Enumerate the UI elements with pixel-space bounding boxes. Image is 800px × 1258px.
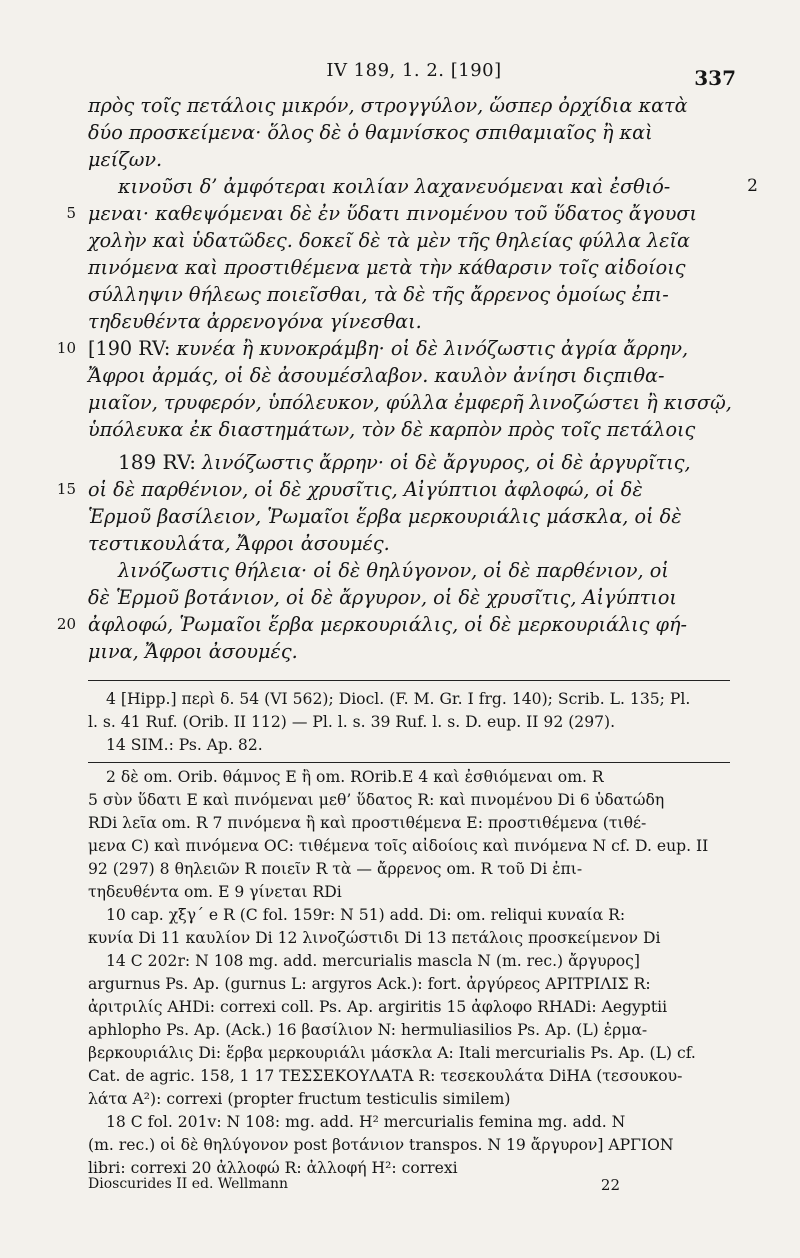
- apparatus-line: βερκουριάλις Di: ἕρβα μερκουριάλι μάσκλα A: Itali mercurialis Ps. Ap. (L) cf.: [88, 1044, 696, 1062]
- apparatus-line: τηδευθέντα om. E 9 γίνεται RDi: [88, 883, 342, 901]
- section-number: 2: [747, 176, 758, 196]
- apparatus-line: libri: correxi 20 ἀλλοφώ R: ἀλλοφή H²: correxi: [88, 1159, 458, 1177]
- apparatus-line: 5 σὺν ὕδατι E καὶ πινόμεναι μεθ’ ὕδατος R: καὶ πινομένου Di 6 ὑδατώδη: [88, 791, 665, 809]
- text-line: [88, 281, 728, 308]
- text-line: [88, 416, 728, 443]
- apparatus-line: Cat. de agric. 158, 1 17 ΤΕΣΣΕΚΟΥΛΑΤΑ R: τεσεκουλάτα DiHA (τεσουκου-: [88, 1067, 683, 1085]
- apparatus-line: λάτα A²): correxi (propter fructum testiculis similem): [88, 1090, 511, 1108]
- line-text: πρὸς τοῖς πετάλοις μικρόν, στρογγύλον, ὥσπερ ὀρχίδια κατὰ: [88, 94, 688, 117]
- line-text: τεστικουλάτα, Ἄφροι ἀσουμές.: [88, 532, 390, 555]
- line-text: δὲ Ἑρμοῦ βοτάνιον, οἱ δὲ ἄργυρον, οἱ δὲ χρυσῖτις, Αἰγύπτιοι: [88, 586, 677, 609]
- line-text: μεναι· καθεψόμεναι δὲ ἐν ὕδατι πινομένου τοῦ ὕδατος ἄγουσι: [88, 202, 697, 225]
- rule-main-sources: [88, 680, 730, 681]
- apparatus-line: aphlopho Ps. Ap. (Ack.) 16 βασίλιον N: hermuliasilios Ps. Ap. (L) ἑρμα-: [88, 1021, 648, 1039]
- line-text: Ἑρμοῦ βασίλειον, Ῥωμαῖοι ἕρβα μερκουριάλις μάσκλα, οἱ δὲ: [88, 505, 682, 528]
- source-notes: [88, 688, 730, 757]
- apparatus-line: (m. rec.) οἱ δὲ θηλύγονον post βοτάνιον transpos. N 19 ἄργυρον] ΑΡΓΙΟΝ: [88, 1136, 674, 1154]
- line-text: μιαῖον, τρυφερόν, ὑπόλευκον, φύλλα ἐμφερῆ λινοζώστει ἢ κισσῷ,: [88, 391, 732, 414]
- line-text: λινόζωστις ἄρρην· οἱ δὲ ἄργυρος, οἱ δὲ ἀργυρῖτις,: [196, 451, 691, 474]
- text-line: [88, 362, 728, 389]
- text-line: [88, 638, 728, 665]
- text-line: [56, 335, 728, 362]
- line-number: 20: [56, 615, 76, 633]
- page-number: 337: [694, 66, 736, 90]
- apparatus-line: argurnus Ps. Ap. (gurnus L: argyros Ack.): fort. ἀργύρεος ΑΡΙΤΡΙΛΙΣ R:: [88, 975, 651, 993]
- text-line: [88, 389, 732, 416]
- line-text: χολὴν καὶ ὑδατῶδες. δοκεῖ δὲ τὰ μὲν τῆς θηλείας φύλλα λεῖα: [88, 229, 690, 252]
- line-text: σύλληψιν θήλεως ποιεῖσθαι, τὰ δὲ τῆς ἄρρενος ὁμοίως ἐπι-: [88, 283, 669, 306]
- main-text: [56, 92, 758, 665]
- apparatus-line: κυνία Di 11 καυλίον Di 12 λινοζώστιδι Di 13 πετάλοις προσκείμενον Di: [88, 929, 661, 947]
- line-number: 10: [56, 339, 76, 357]
- text-line: [88, 227, 728, 254]
- imprint: Dioscurides II ed. Wellmann: [88, 1176, 289, 1192]
- line-text: δύο προσκείμενα· ὅλος δὲ ὁ θαμνίσκος σπιθαμιαῖος ἢ καὶ: [88, 121, 653, 144]
- line-text: λινόζωστις θήλεια· οἱ δὲ θηλύγονον, οἱ δὲ παρθένιον, οἱ: [118, 559, 669, 582]
- line-text: τηδευθέντα ἀρρενογόνα γίνεσθαι.: [88, 310, 422, 333]
- source-note-line: 4 [Hipp.] περὶ δ. 54 (VI 562); Diocl. (F. M. Gr. I frg. 140); Scrib. L. 135; Pl.: [106, 690, 691, 708]
- text-line: [88, 557, 728, 584]
- line-number: 15: [56, 480, 76, 498]
- text-line: [88, 119, 728, 146]
- source-note-line: 14 SIM.: Ps. Ap. 82.: [106, 736, 263, 754]
- apparatus-line: 10 cap. χξγ´ e R (C fol. 159r: N 51) add. Di: om. reliqui κυναία R:: [106, 906, 626, 924]
- apparatus-line: 14 C 202r: N 108 mg. add. mercurialis mascla N (m. rec.) ἄργυρος]: [106, 952, 640, 970]
- running-head: IV 189, 1. 2. [190]: [326, 60, 502, 81]
- line-text: μείζων.: [88, 148, 163, 171]
- page-header: [88, 58, 740, 88]
- rule-sources-apparatus: [88, 762, 730, 763]
- chapter-label: [190 RV:: [88, 337, 171, 360]
- critical-apparatus: [88, 766, 730, 1180]
- text-line: [88, 308, 728, 335]
- text-line: [66, 200, 728, 227]
- chapter-label: 189 RV:: [118, 450, 197, 474]
- source-note-line: l. s. 41 Ruf. (Orib. II 112) — Pl. l. s. 39 Ruf. l. s. D. eup. II 92 (297).: [88, 713, 616, 731]
- line-text: μινα, Ἄφροι ἀσουμές.: [88, 640, 298, 663]
- apparatus-line: 2 δὲ om. Orib. θάμνος E ἢ om. ROrib.E 4 καὶ ἐσθιόμεναι om. R: [106, 768, 604, 786]
- line-text: κυνέα ἢ κυνοκράμβη· οἱ δὲ λινόζωστις ἀγρία ἄρρην,: [170, 337, 689, 360]
- line-text: Ἄφροι ἀρμάς, οἱ δὲ ἀσουμέσλαβον. καυλὸν ἀνίησι διςπιθα-: [88, 364, 665, 387]
- text-line: [88, 173, 758, 200]
- text-line: [88, 254, 728, 281]
- text-line: [56, 611, 728, 638]
- signature-mark: 22: [600, 1176, 620, 1194]
- line-text: ὑπόλευκα ἐκ διαστημάτων, τὸν δὲ καρπὸν πρὸς τοῖς πετάλοις: [88, 418, 696, 441]
- page-footer: [88, 1176, 730, 1200]
- apparatus-line: ἀριτριλίς AHDi: correxi coll. Ps. Ap. argiritis 15 ἀφλοφο RHADi: Aegyptii: [88, 998, 668, 1016]
- line-text: οἱ δὲ παρθένιον, οἱ δὲ χρυσῖτις, Αἰγύπτιοι ἀφλοφώ, οἱ δὲ: [88, 478, 643, 501]
- text-line: [88, 449, 728, 476]
- text-line: [88, 530, 728, 557]
- text-line: [88, 92, 728, 119]
- text-line: [88, 584, 728, 611]
- line-text: πινόμενα καὶ προστιθέμενα μετὰ τὴν κάθαρσιν τοῖς αἰδοίοις: [88, 256, 686, 279]
- text-line: [88, 503, 728, 530]
- line-text: ἀφλοφώ, Ῥωμαῖοι ἕρβα μερκουριάλις, οἱ δὲ μερκουριάλις φή-: [88, 613, 687, 636]
- text-line: [88, 146, 728, 173]
- apparatus-line: RDi λεῖα om. R 7 πινόμενα ἢ καὶ προστιθέμενα E: προστιθέμενα (τιθέ-: [88, 814, 647, 832]
- apparatus-line: 18 C fol. 201v: N 108: mg. add. H² mercurialis femina mg. add. N: [106, 1113, 626, 1131]
- apparatus-line: μενα C) καὶ πινόμενα OC: τιθέμενα τοῖς αἰδοίοις καὶ πινόμενα N cf. D. eup. II: [88, 837, 709, 855]
- apparatus-line: 92 (297) 8 θηλειῶν R ποιεῖν R τὰ — ἄρρενος om. R τοῦ Di ἐπι-: [88, 860, 583, 878]
- line-number: 5: [66, 204, 76, 222]
- line-text: κινοῦσι δ’ ἀμφότεραι κοιλίαν λαχανευόμεναι καὶ ἐσθιό-: [118, 175, 671, 198]
- text-line: [56, 476, 728, 503]
